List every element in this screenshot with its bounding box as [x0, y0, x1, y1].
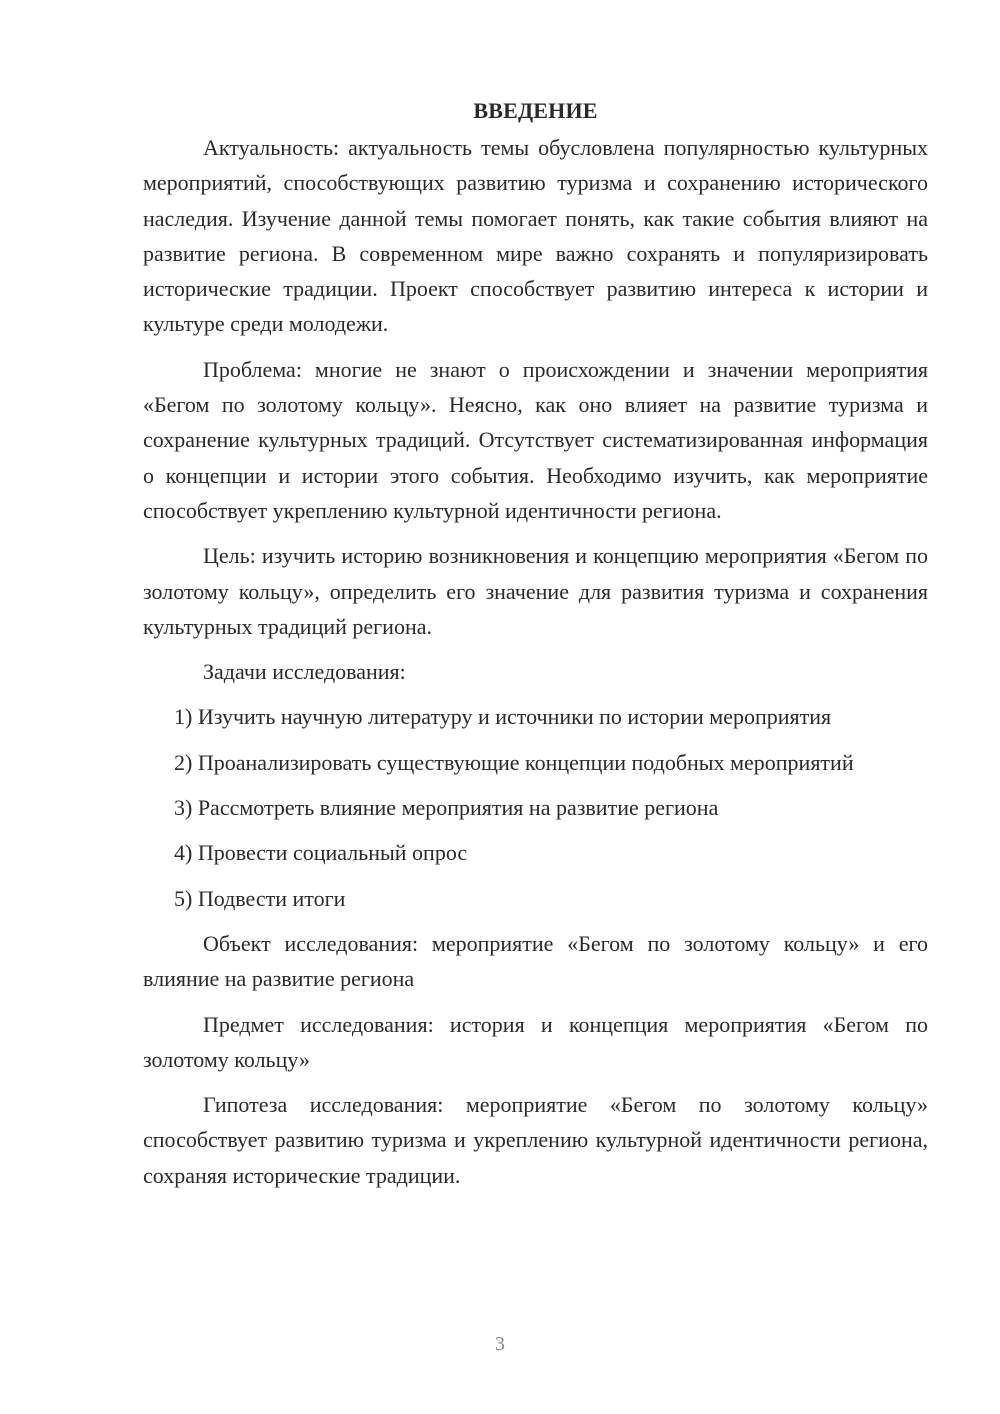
hypothesis-paragraph: Гипотеза исследования: мероприятие «Бегом по золотому кольцу» способствует развитию туризма и укреплению культурной идентичности региона, сохраняя исторические традиции. [143, 1092, 928, 1188]
subject-paragraph: Предмет исследования: история и концепция мероприятия «Бегом по золотому кольцу» [143, 1011, 928, 1072]
page-number: 3 [495, 1333, 505, 1355]
task-item-3: 3) Рассмотреть влияние мероприятия на развитие региона [174, 795, 719, 821]
relevance-paragraph: Актуальность: актуальность темы обусловлена популярностью культурных мероприятий, способствующих развитию туризма и сохранению исторического наследия. Изучение данной темы помогает понять, как такие события влияют на развитие региона. В современном мире важно сохранять и популяризировать исторические традиции. Проект способствует развитию интереса к истории и культуре среди молодежи. [143, 135, 928, 337]
document-page [143, 93, 928, 1203]
task-item-2: 2) Проанализировать существующие концепции подобных мероприятий [174, 749, 854, 775]
task-item-5: 5) Подвести итоги [174, 885, 346, 911]
goal-paragraph: Цель: изучить историю возникновения и концепцию мероприятия «Бегом по золотому кольцу», определить его значение для развития туризма и сохранения культурных традиций региона. [143, 543, 928, 639]
tasks-heading: Задачи исследования: [203, 659, 406, 685]
task-item-1: 1) Изучить научную литературу и источники по истории мероприятия [174, 704, 832, 730]
section-heading: ВВЕДЕНИЕ [473, 98, 598, 123]
object-paragraph: Объект исследования: мероприятие «Бегом по золотому кольцу» и его влияние на развитие региона [143, 930, 928, 992]
problem-paragraph: Проблема: многие не знают о происхождении и значении мероприятия «Бегом по золотому кольцу». Неясно, как оно влияет на развитие туризма и сохранение культурных традиций. Отсутствует систематизированная информация о концепции и истории этого события. Необходимо изучить, как мероприятие способствует укреплению культурной идентичности региона. [143, 356, 928, 523]
task-item-4: 4) Провести социальный опрос [174, 840, 468, 866]
